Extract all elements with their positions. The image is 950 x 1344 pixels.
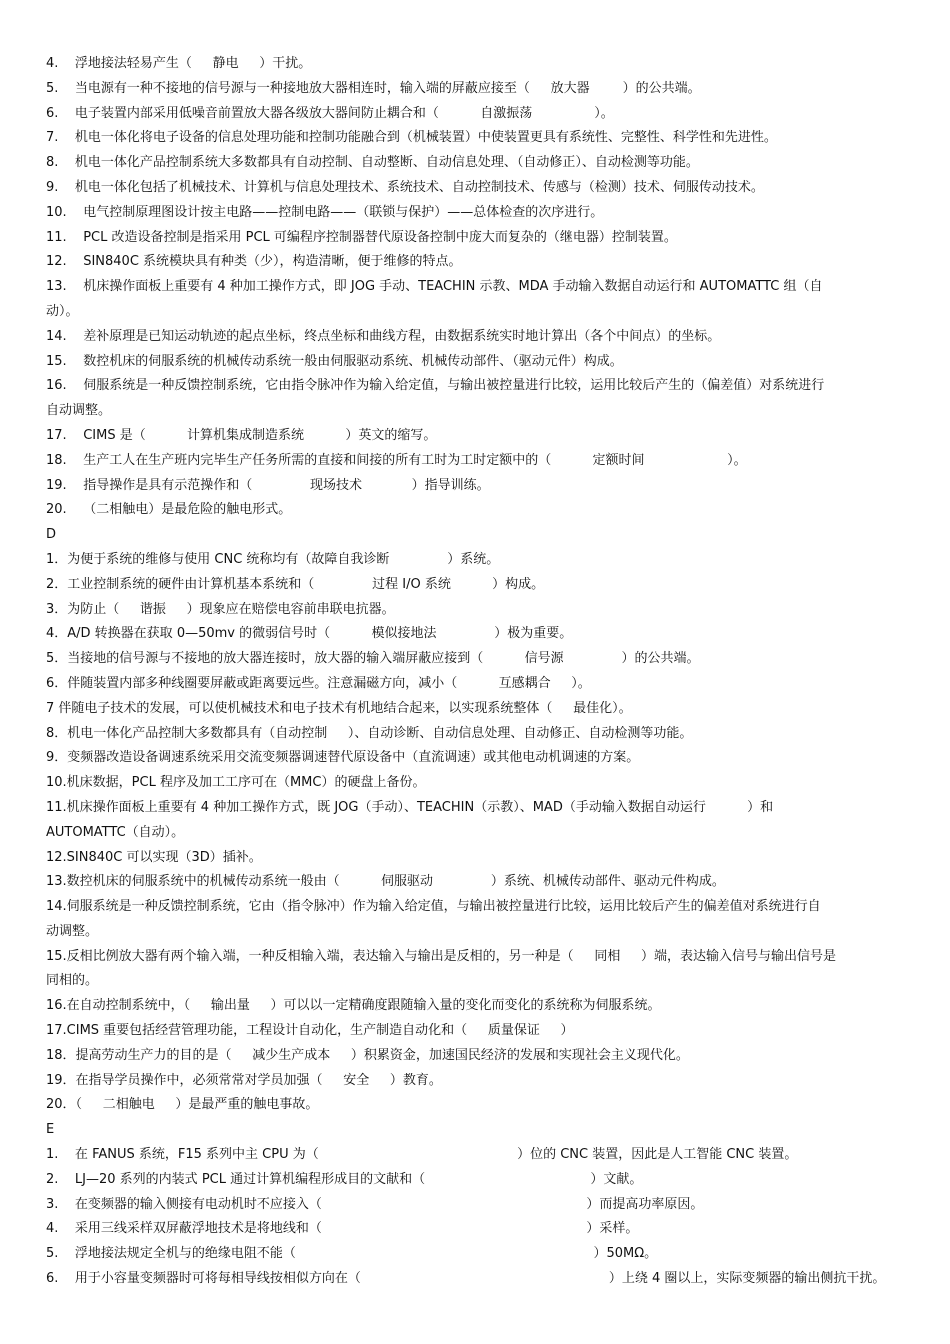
question-line: 6．伴随装置内部多种线圈要屏蔽或距离要远些。注意漏磁方向，减小（ 互感耦合 ）。 bbox=[46, 675, 591, 691]
question-line-continued: 同相的。 bbox=[46, 973, 99, 989]
document-body bbox=[46, 52, 906, 1292]
question-line: 17. CIMS 是（ 计算机集成制造系统 ）英文的缩写。 bbox=[46, 427, 437, 443]
question-line: 16. 伺服系统是一种反馈控制系统，它由指令脉冲作为输入给定值，与输出被控量进行比较，运用比较后产生的（偏差值）对系统进行 bbox=[46, 378, 825, 394]
question-line: 2．工业控制系统的硬件由计算机基本系统和（ 过程 I/O 系统 ）构成。 bbox=[46, 576, 545, 592]
question-line: 19. 指导操作是具有示范操作和（ 现场技术 ）指导训练。 bbox=[46, 477, 490, 493]
question-line: 5. 浮地接法规定全机与的绝缘电阻不能（ ）50MΩ。 bbox=[46, 1246, 658, 1262]
question-line: 12.SIN840C 可以实现（3D）插补。 bbox=[46, 849, 262, 865]
question-line: 11. PCL 改造设备控制是指采用 PCL 可编程序控制器替代原设备控制中庞大而复杂的（继电器）控制装置。 bbox=[46, 229, 677, 245]
question-line: 18. 生产工人在生产班内完毕生产任务所需的直接和间接的所有工时为工时定额中的（ 定额时间 ）。 bbox=[46, 452, 747, 468]
question-line: 19．在指导学员操作中，必须常常对学员加强（ 安全 ）教育。 bbox=[46, 1072, 442, 1088]
question-line: 20．（ 二相触电 ）是最严重的触电事故。 bbox=[46, 1097, 319, 1113]
question-line: 4．A/D 转换器在获取 0—50mv 的微弱信号时（ 模似接地法 ）极为重要。 bbox=[46, 626, 573, 642]
section-heading-d: D bbox=[46, 527, 57, 543]
question-line: 8. 机电一体化产品控制系统大多数都具有自动控制、自动整断、自动信息处理、（自动修正）、自动检测等功能。 bbox=[46, 155, 699, 171]
question-line: 6. 电子装置内部采用低噪音前置放大器各级放大器间防止耦合和（ 自激振荡 ）。 bbox=[46, 105, 614, 121]
question-line: 15. 数控机床的伺服系统的机械传动系统一般由伺服驱动系统、机械传动部件、（驱动元件）构成。 bbox=[46, 353, 623, 369]
question-line: 12. SIN840C 系统模块具有种类（少），构造清晰，便于维修的特点。 bbox=[46, 254, 462, 270]
question-line: 11.机床操作面板上重要有 4 种加工操作方式，既 JOG（手动）、TEACHIN（示教）、MAD（手动输入数据自动运行 ）和 bbox=[46, 799, 774, 815]
question-line: 9．变频器改造设备调速系统采用交流变频器调速替代原设备中（直流调速）或其他电动机调速的方案。 bbox=[46, 750, 640, 766]
question-line-continued: 动）。 bbox=[46, 303, 79, 319]
question-line: 13.数控机床的伺服系统中的机械传动系统一般由（ 伺服驱动 ）系统、机械传动部件、驱动元件构成。 bbox=[46, 874, 725, 890]
question-line: 13. 机床操作面板上重要有 4 种加工操作方式，即 JOG 手动、TEACHIN 示教、MDA 手动输入数据自动运行和 AUTOMATTC 组（自 bbox=[46, 279, 823, 295]
question-line: 14.伺服系统是一种反馈控制系统，它由（指令脉冲）作为输入给定值，与输出被控量进行比较，运用比较后产生的偏差值对系统进行自 bbox=[46, 899, 821, 915]
question-line: 16.在自动控制系统中，（ 输出量 ）可以以一定精确度跟随输入量的变化而变化的系统称为伺服系统。 bbox=[46, 998, 661, 1014]
question-line-continued: AUTOMATTC（自动）。 bbox=[46, 824, 185, 840]
question-line: 3．为防止（ 谐振 ）现象应在赔偿电容前串联电抗器。 bbox=[46, 601, 395, 617]
question-line: 18．提高劳动生产力的目的是（ 减少生产成本 ）积累资金，加速国民经济的发展和实现社会主义现代化。 bbox=[46, 1047, 689, 1063]
question-line: 8．机电一体化产品控制大多数都具有（自动控制 ）、自动诊断、自动信息处理、自动修正、自动检测等功能。 bbox=[46, 725, 693, 741]
question-line: 4. 采用三线采样双屏蔽浮地技术是将地线和（ ）采样。 bbox=[46, 1221, 639, 1237]
question-line-continued: 自动调整。 bbox=[46, 403, 112, 419]
question-line: 4. 浮地接法轻易产生（ 静电 ）干扰。 bbox=[46, 56, 312, 71]
question-line: 20. （二相触电）是最危险的触电形式。 bbox=[46, 502, 292, 518]
question-line: 7. 机电一体化将电子设备的信息处理功能和控制功能融合到（机械装置）中使装置更具有系统性、完整性、科学性和先进性。 bbox=[46, 130, 777, 146]
question-line: 2. LJ—20 系列的内装式 PCL 通过计算机编程形成目的文献和（ ）文献。 bbox=[46, 1171, 643, 1187]
question-line: 17.CIMS 重要包括经营管理功能，工程设计自动化，生产制造自动化和（ 质量保证 ） bbox=[46, 1023, 574, 1039]
question-line: 10. 电气控制原理图设计按主电路——控制电路——（联锁与保护）——总体检查的次序进行。 bbox=[46, 204, 604, 220]
question-line: 14. 差补原理是已知运动轨迹的起点坐标，终点坐标和曲线方程，由数据系统实时地计算出（各个中间点）的坐标。 bbox=[46, 328, 721, 344]
question-line: 5．当接地的信号源与不接地的放大器连接时，放大器的输入端屏蔽应接到（ 信号源 ）的公共端。 bbox=[46, 651, 700, 667]
question-line: 6. 用于小容量变频器时可将每相导线按相似方向在（ ）上绕 4 圈以上，实际变频器的输出侧抗干扰。 bbox=[46, 1271, 886, 1287]
question-line: 5. 当电源有一种不接地的信号源与一种接地放大器相连时，输入端的屏蔽应接至（ 放大器 ）的公共端。 bbox=[46, 80, 701, 96]
question-line: 10.机床数据，PCL 程序及加工工序可在（MMC）的硬盘上备份。 bbox=[46, 775, 426, 791]
question-line: 15.反相比例放大器有两个输入端，一种反相输入端，表达输入与输出是反相的，另一种是（ 同相 ）端，表达输入信号与输出信号是 bbox=[46, 948, 836, 964]
question-line: 7 伴随电子技术的发展，可以使机械技术和电子技术有机地结合起来，以实现系统整体（ 最佳化）。 bbox=[46, 700, 632, 716]
question-line: 1．为便于系统的维修与使用 CNC 统称均有（故障自我诊断 ）系统。 bbox=[46, 551, 500, 567]
question-line: 9. 机电一体化包括了机械技术、计算机与信息处理技术、系统技术、自动控制技术、传感与（检测）技术、伺服传动技术。 bbox=[46, 179, 764, 195]
section-heading-e: E bbox=[46, 1122, 55, 1138]
question-line-continued: 动调整。 bbox=[46, 923, 99, 939]
question-line: 3. 在变频器的输入侧接有电动机时不应接入（ ）而提高功率原因。 bbox=[46, 1196, 704, 1212]
question-line: 1. 在 FANUS 系统，F15 系列中主 CPU 为（ ）位的 CNC 装置，因此是人工智能 CNC 装置。 bbox=[46, 1147, 798, 1163]
